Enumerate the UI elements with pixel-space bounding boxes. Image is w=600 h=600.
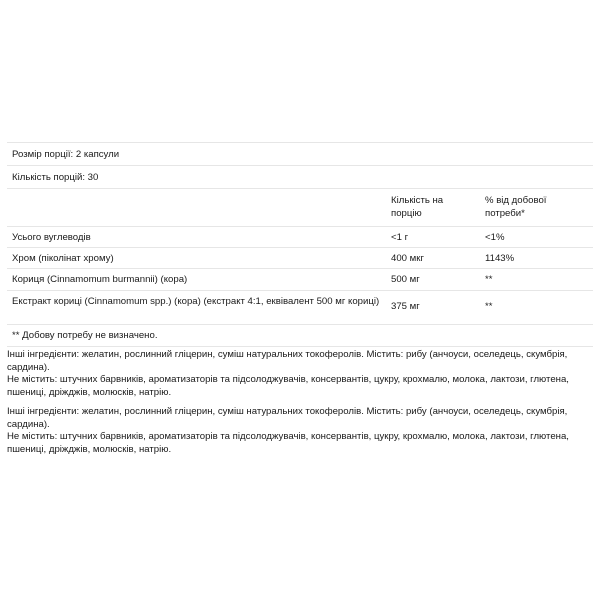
serving-size: Розмір порції: 2 капсули [12,149,120,160]
nutrient-daily-value: <1% [485,232,505,243]
other-ingredients: Інші інгредієнти: желатин, рослинний гліцерин, суміш натуральних токоферолів. Містить: рибу (анчоуси, оселедець, скумбрія, сардина). [7,406,568,430]
nutrient-amount: 500 мг [391,274,420,285]
nutrient-amount: <1 г [391,232,409,243]
ingredients-block [7,349,587,400]
servings-row [7,166,593,188]
other-ingredients: Інші інгредієнти: желатин, рослинний гліцерин, суміш натуральних токоферолів. Містить: рибу (анчоуси, оселедець, скумбрія, сардина). [7,349,568,373]
free-of-statement: Не містить: штучних барвників, ароматизаторів та підсолоджувачів, консервантів, цукру, крохмалю, молока, лактози, глютена, пшениці, дріжджів, молюсків, натрію. [7,431,569,456]
footnote-row [7,325,593,346]
table-row [7,248,593,268]
nutrient-amount: 400 мкг [391,253,424,264]
nutrient-name: Кориця (Cinnamomum burmannii) (кора) [12,274,188,285]
nutrient-name: Усього вуглеводів [12,232,91,243]
servings-per-container: Кількість порцій: 30 [12,172,99,183]
nutrient-daily-value: 1143% [485,253,515,264]
free-of-statement: Не містить: штучних барвників, ароматизаторів та підсолоджувачів, консервантів, цукру, крохмалю, молока, лактози, глютена, пшениці, дріжджів, молюсків, натрію. [7,374,569,399]
table-row [7,291,593,324]
table-header-row [7,189,593,226]
header-amount: Кількість на порцію [391,195,444,219]
divider [7,346,593,347]
nutrient-amount: 375 мг [391,301,420,312]
serving-size-row [7,143,593,165]
nutrient-name: Екстракт кориці (Cinnamomum spp.) (кора) (екстракт 4:1, еквівалент 500 мг кориці) [12,296,380,307]
header-daily-value: % від добової потреби* [485,195,547,219]
footnote: ** Добову потребу не визначено. [12,330,158,341]
table-row [7,269,593,290]
nutrient-daily-value: ** [485,274,493,285]
table-row [7,227,593,247]
supplement-facts-panel [7,142,593,347]
nutrient-name: Хром (піколінат хрому) [12,253,114,264]
nutrient-daily-value: ** [485,301,493,312]
ingredients-block [7,406,587,457]
